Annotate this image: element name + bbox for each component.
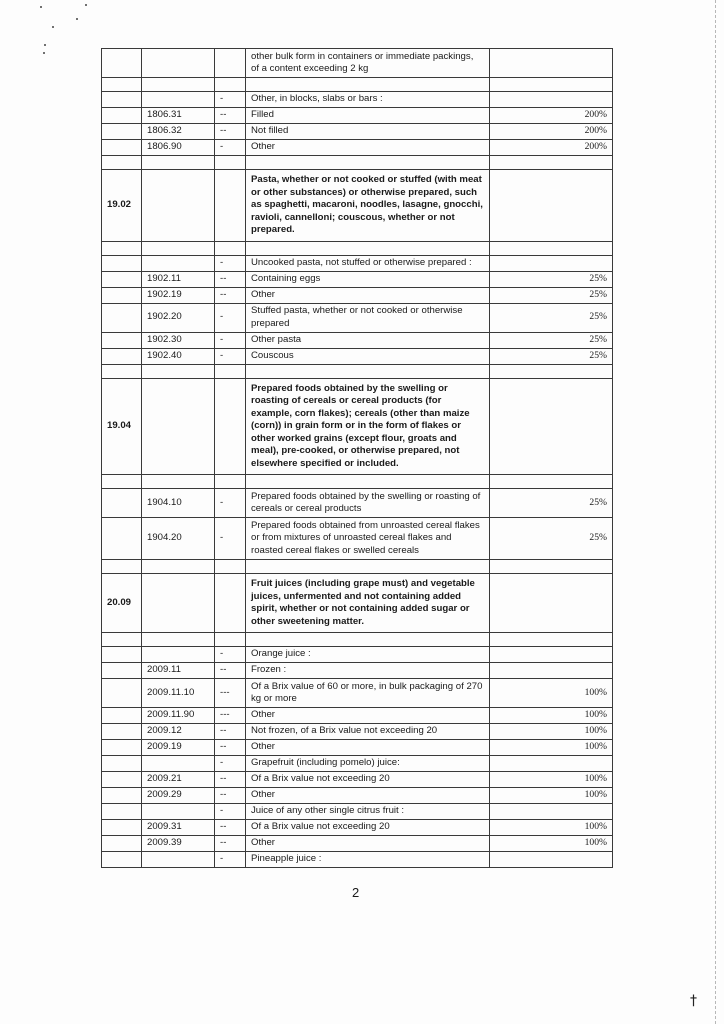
duty-rate-cell — [490, 78, 613, 92]
indent-dash-cell: -- — [215, 271, 246, 287]
hs-code-cell: 2009.12 — [142, 724, 215, 740]
description-cell: Uncooked pasta, not stuffed or otherwise prepared : — [246, 255, 490, 271]
duty-rate-cell — [490, 663, 613, 679]
description-cell: Other — [246, 140, 490, 156]
indent-dash-cell: - — [215, 255, 246, 271]
description-cell: Not frozen, of a Brix value not exceeding 20 — [246, 724, 490, 740]
indent-dash-cell — [215, 574, 246, 633]
hs-code-cell: 1806.32 — [142, 124, 215, 140]
indent-dash-cell — [215, 633, 246, 647]
table-row — [102, 788, 613, 804]
corner-mark: † — [690, 993, 697, 1009]
indent-dash-cell: - — [215, 140, 246, 156]
spacer-row — [102, 241, 613, 255]
table-row — [102, 724, 613, 740]
indent-dash-cell: - — [215, 518, 246, 560]
hs-code-cell: 2009.19 — [142, 740, 215, 756]
hs-code-cell: 1902.11 — [142, 271, 215, 287]
hs-code-cell: 1904.10 — [142, 489, 215, 518]
indent-dash-cell — [215, 241, 246, 255]
hs-code-cell: 2009.11.90 — [142, 708, 215, 724]
description-cell: Grapefruit (including pomelo) juice: — [246, 756, 490, 772]
heading-number-cell — [102, 255, 142, 271]
description-cell: Containing eggs — [246, 271, 490, 287]
spacer-row — [102, 78, 613, 92]
heading-number-cell — [102, 788, 142, 804]
description-cell: Other — [246, 287, 490, 303]
heading-number-cell — [102, 348, 142, 364]
table-row — [102, 92, 613, 108]
indent-dash-cell: -- — [215, 820, 246, 836]
indent-dash-cell: --- — [215, 679, 246, 708]
duty-rate-cell: 25% — [490, 271, 613, 287]
description-cell: Prepared foods obtained by the swelling or roasting of cereals or cereal products — [246, 489, 490, 518]
hs-code-cell: 2009.31 — [142, 820, 215, 836]
indent-dash-cell: -- — [215, 788, 246, 804]
table-row — [102, 740, 613, 756]
heading-number-cell — [102, 475, 142, 489]
duty-rate-cell — [490, 49, 613, 78]
heading-number-cell — [102, 124, 142, 140]
table-row — [102, 348, 613, 364]
indent-dash-cell — [215, 49, 246, 78]
heading-number-cell — [102, 364, 142, 378]
heading-number-cell — [102, 49, 142, 78]
duty-rate-cell — [490, 852, 613, 868]
description-cell: Juice of any other single citrus fruit : — [246, 804, 490, 820]
duty-rate-cell: 25% — [490, 348, 613, 364]
hs-code-cell: 1806.90 — [142, 140, 215, 156]
indent-dash-cell: - — [215, 489, 246, 518]
heading-number-cell — [102, 518, 142, 560]
hs-code-cell: 1806.31 — [142, 108, 215, 124]
indent-dash-cell: -- — [215, 124, 246, 140]
duty-rate-cell: 100% — [490, 708, 613, 724]
duty-rate-cell: 25% — [490, 489, 613, 518]
duty-rate-cell: 200% — [490, 124, 613, 140]
indent-dash-cell: -- — [215, 836, 246, 852]
duty-rate-cell: 25% — [490, 287, 613, 303]
heading-number-cell — [102, 663, 142, 679]
table-row — [102, 663, 613, 679]
duty-rate-cell — [490, 804, 613, 820]
hs-code-cell — [142, 78, 215, 92]
description-cell: Frozen : — [246, 663, 490, 679]
hs-code-cell — [142, 560, 215, 574]
hs-code-cell — [142, 633, 215, 647]
scan-specks — [30, 4, 90, 54]
duty-rate-cell — [490, 378, 613, 475]
hs-code-cell — [142, 378, 215, 475]
table-row — [102, 124, 613, 140]
heading-number-cell — [102, 108, 142, 124]
indent-dash-cell: - — [215, 303, 246, 332]
indent-dash-cell: - — [215, 332, 246, 348]
description-cell — [246, 364, 490, 378]
duty-rate-cell — [490, 647, 613, 663]
description-cell: Pasta, whether or not cooked or stuffed (with meat or other substances) or otherwise prepared, such as spaghetti, macaroni, noodles, lasagne, gnocchi, ravioli, cannelloni; couscous, whether or not prepared. — [246, 170, 490, 242]
spacer-row — [102, 633, 613, 647]
hs-code-cell: 1902.20 — [142, 303, 215, 332]
indent-dash-cell: - — [215, 852, 246, 868]
table-row — [102, 647, 613, 663]
description-cell: Pineapple juice : — [246, 852, 490, 868]
table-row — [102, 679, 613, 708]
duty-rate-cell: 100% — [490, 740, 613, 756]
spacer-row — [102, 364, 613, 378]
description-cell — [246, 475, 490, 489]
indent-dash-cell: --- — [215, 708, 246, 724]
duty-rate-cell — [490, 241, 613, 255]
spacer-row — [102, 156, 613, 170]
table-row — [102, 852, 613, 868]
heading-number-cell — [102, 820, 142, 836]
duty-rate-cell: 100% — [490, 724, 613, 740]
indent-dash-cell: - — [215, 647, 246, 663]
description-cell — [246, 241, 490, 255]
table-row — [102, 518, 613, 560]
heading-number-cell — [102, 140, 142, 156]
indent-dash-cell — [215, 170, 246, 242]
heading-number-cell — [102, 560, 142, 574]
indent-dash-cell: -- — [215, 287, 246, 303]
table-row — [102, 708, 613, 724]
hs-code-cell: 2009.11 — [142, 663, 215, 679]
indent-dash-cell: -- — [215, 663, 246, 679]
table-row — [102, 489, 613, 518]
hs-code-cell — [142, 170, 215, 242]
hs-code-cell: 1904.20 — [142, 518, 215, 560]
duty-rate-cell: 25% — [490, 332, 613, 348]
heading-number-cell: 19.04 — [102, 378, 142, 475]
description-cell: Stuffed pasta, whether or not cooked or otherwise prepared — [246, 303, 490, 332]
hs-code-cell: 1902.19 — [142, 287, 215, 303]
heading-number-cell — [102, 772, 142, 788]
spacer-row — [102, 560, 613, 574]
duty-rate-cell: 100% — [490, 679, 613, 708]
description-cell — [246, 78, 490, 92]
description-cell: Of a Brix value not exceeding 20 — [246, 772, 490, 788]
heading-row — [102, 378, 613, 475]
indent-dash-cell: -- — [215, 740, 246, 756]
duty-rate-cell: 100% — [490, 788, 613, 804]
heading-number-cell — [102, 78, 142, 92]
table-row — [102, 49, 613, 78]
table-row — [102, 140, 613, 156]
scan-edge-line — [715, 0, 717, 1024]
hs-code-cell — [142, 92, 215, 108]
duty-rate-cell — [490, 560, 613, 574]
description-cell — [246, 156, 490, 170]
description-cell: other bulk form in containers or immediate packings, of a content exceeding 2 kg — [246, 49, 490, 78]
heading-number-cell — [102, 287, 142, 303]
duty-rate-cell: 100% — [490, 820, 613, 836]
duty-rate-cell — [490, 633, 613, 647]
table-row — [102, 332, 613, 348]
heading-number-cell — [102, 647, 142, 663]
duty-rate-cell — [490, 156, 613, 170]
duty-rate-cell — [490, 170, 613, 242]
table-row — [102, 271, 613, 287]
indent-dash-cell — [215, 475, 246, 489]
heading-number-cell: 20.09 — [102, 574, 142, 633]
indent-dash-cell: - — [215, 804, 246, 820]
description-cell: Other — [246, 708, 490, 724]
tariff-table-body — [102, 49, 613, 868]
hs-code-cell — [142, 756, 215, 772]
description-cell: Prepared foods obtained by the swelling or roasting of cereals or cereal products (for example, corn flakes); cereals (other than maize (corn)) in grain form or in the form of flakes or other worked grains (except flour, groats and meal), pre-cooked, or otherwise prepared, not elsewhere specified or included. — [246, 378, 490, 475]
description-cell: Prepared foods obtained from unroasted cereal flakes or from mixtures of unroasted cereal flakes and roasted cereal flakes or swelled cereals — [246, 518, 490, 560]
hs-code-cell: 2009.21 — [142, 772, 215, 788]
description-cell: Fruit juices (including grape must) and vegetable juices, unfermented and not containing added spirit, whether or not containing added sugar or other sweetening matter. — [246, 574, 490, 633]
table-row — [102, 804, 613, 820]
indent-dash-cell: -- — [215, 108, 246, 124]
heading-number-cell — [102, 724, 142, 740]
indent-dash-cell — [215, 378, 246, 475]
heading-number-cell — [102, 633, 142, 647]
duty-rate-cell: 200% — [490, 140, 613, 156]
indent-dash-cell — [215, 560, 246, 574]
description-cell: Other — [246, 740, 490, 756]
duty-rate-cell — [490, 756, 613, 772]
description-cell: Other — [246, 836, 490, 852]
heading-number-cell — [102, 241, 142, 255]
description-cell: Of a Brix value not exceeding 20 — [246, 820, 490, 836]
description-cell: Orange juice : — [246, 647, 490, 663]
description-cell: Not filled — [246, 124, 490, 140]
hs-code-cell — [142, 364, 215, 378]
description-cell: Of a Brix value of 60 or more, in bulk packaging of 270 kg or more — [246, 679, 490, 708]
hs-code-cell — [142, 241, 215, 255]
heading-number-cell — [102, 852, 142, 868]
hs-code-cell — [142, 804, 215, 820]
indent-dash-cell: - — [215, 348, 246, 364]
heading-number-cell — [102, 740, 142, 756]
duty-rate-cell — [490, 364, 613, 378]
heading-number-cell — [102, 489, 142, 518]
hs-code-cell: 2009.11.10 — [142, 679, 215, 708]
indent-dash-cell: - — [215, 756, 246, 772]
hs-code-cell: 2009.39 — [142, 836, 215, 852]
duty-rate-cell: 25% — [490, 518, 613, 560]
description-cell: Other, in blocks, slabs or bars : — [246, 92, 490, 108]
hs-code-cell — [142, 255, 215, 271]
heading-number-cell — [102, 756, 142, 772]
hs-code-cell: 1902.40 — [142, 348, 215, 364]
duty-rate-cell: 200% — [490, 108, 613, 124]
heading-number-cell — [102, 156, 142, 170]
heading-row — [102, 574, 613, 633]
indent-dash-cell: -- — [215, 724, 246, 740]
hs-code-cell: 1902.30 — [142, 332, 215, 348]
duty-rate-cell — [490, 92, 613, 108]
table-row — [102, 820, 613, 836]
hs-code-cell: 2009.29 — [142, 788, 215, 804]
hs-code-cell — [142, 49, 215, 78]
heading-number-cell — [102, 303, 142, 332]
description-cell: Other — [246, 788, 490, 804]
description-cell: Couscous — [246, 348, 490, 364]
tariff-table — [101, 48, 613, 868]
hs-code-cell — [142, 852, 215, 868]
spacer-row — [102, 475, 613, 489]
indent-dash-cell — [215, 78, 246, 92]
indent-dash-cell — [215, 156, 246, 170]
duty-rate-cell — [490, 255, 613, 271]
description-cell — [246, 633, 490, 647]
heading-number-cell — [102, 836, 142, 852]
table-row — [102, 836, 613, 852]
indent-dash-cell: -- — [215, 772, 246, 788]
description-cell: Filled — [246, 108, 490, 124]
table-row — [102, 303, 613, 332]
heading-number-cell — [102, 271, 142, 287]
indent-dash-cell: - — [215, 92, 246, 108]
heading-number-cell — [102, 679, 142, 708]
table-row — [102, 108, 613, 124]
indent-dash-cell — [215, 364, 246, 378]
hs-code-cell — [142, 156, 215, 170]
heading-number-cell — [102, 92, 142, 108]
hs-code-cell — [142, 475, 215, 489]
heading-number-cell: 19.02 — [102, 170, 142, 242]
duty-rate-cell: 100% — [490, 836, 613, 852]
duty-rate-cell: 25% — [490, 303, 613, 332]
duty-rate-cell — [490, 475, 613, 489]
duty-rate-cell: 100% — [490, 772, 613, 788]
table-row — [102, 756, 613, 772]
page-number: 2 — [352, 885, 360, 900]
table-row — [102, 772, 613, 788]
description-cell — [246, 560, 490, 574]
heading-number-cell — [102, 708, 142, 724]
heading-number-cell — [102, 804, 142, 820]
duty-rate-cell — [490, 574, 613, 633]
hs-code-cell — [142, 574, 215, 633]
heading-number-cell — [102, 332, 142, 348]
table-row — [102, 255, 613, 271]
hs-code-cell — [142, 647, 215, 663]
heading-row — [102, 170, 613, 242]
description-cell: Other pasta — [246, 332, 490, 348]
table-row — [102, 287, 613, 303]
